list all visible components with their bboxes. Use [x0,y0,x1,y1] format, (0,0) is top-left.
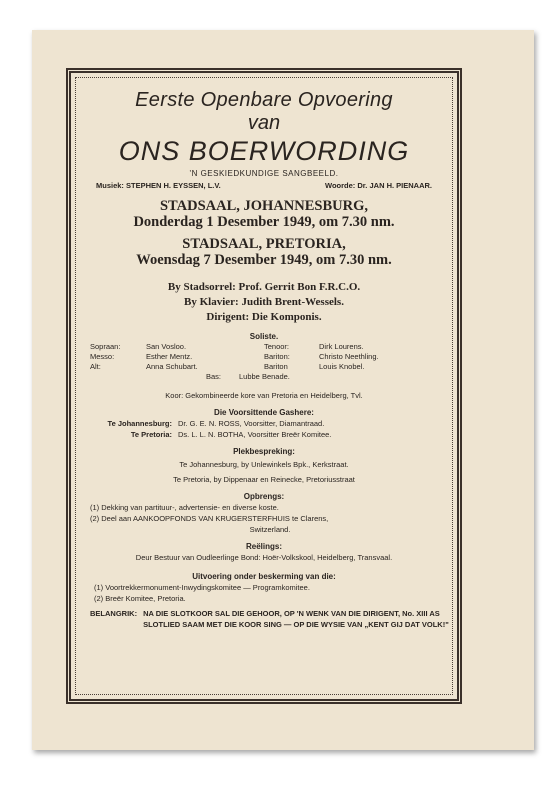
staff-block [78,280,450,325]
patronage-heading: Uitvoering onder beskerming van die: [192,572,336,581]
hosts-heading: Die Voorsittende Gashere: [214,408,314,417]
important-note [78,608,450,630]
baritone1-label: Bariton: [264,352,290,361]
arrangements-text: Deur Bestuur van Oudleerlinge Bond: Hoër-Volkskool, Heidelberg, Transvaal. [135,553,393,562]
tenor-label: Tenoor: [264,342,290,351]
important-label: BELANGRIK: [90,609,138,618]
patronage-list [78,582,450,604]
credits [78,180,450,192]
soloists-heading: Soliste. [249,332,279,341]
title-line-2: van [247,112,281,134]
date: Woensdag 7 Desember 1949, om 7.30 nm. [136,252,392,268]
host-label: Te Pretoria: [130,430,172,439]
venue: STADSAAL, JOHANNESBURG, [159,198,368,214]
words-credit: Woorde: Dr. JAN H. PIENAAR. [325,181,432,190]
host-name: Dr. G. E. N. ROSS, Voorsitter, Diamantraad. [178,419,325,428]
baritone1-name: Christo Neethling. [319,352,379,361]
important-text: NA DIE SLOTKOOR SAL DIE GEHOOR, OP 'N WENK VAN DIE DIRIGENT, No. XIII AS SLOTLIED SAAM MET DIE KOOR SING — OP DIE WYSIE VAN „KENT GIJ DAT VOLK!" [143,609,449,629]
subtitle: 'N GESKIEDKUNDIGE SANGBEELD. [189,169,339,178]
host-johannesburg [78,418,450,429]
program-content [78,84,450,630]
baritone2-name: Louis Knobel. [319,362,365,371]
alto-name: Anna Schubart. [146,362,198,371]
arrangements-heading: Reëlings: [245,542,282,551]
performance-johannesburg [78,198,450,230]
proceeds-item-cont: Switzerland. [249,525,291,534]
soloists-grid [78,342,450,386]
soprano-label: Sopraan: [90,342,121,351]
choir: Koor: Gekombineerde kore van Pretoria en Heidelberg, Tvl. [165,391,363,400]
mezzo-name: Esther Mentz. [146,352,193,361]
booking-pretoria: Te Pretoria, by Dippenaar en Reinecke, Pretoriusstraat [173,475,355,484]
pianist: By Klavier: Judith Brent-Wessels. [184,296,344,308]
conductor: Dirigent: Die Komponis. [206,311,322,323]
soprano-name: San Vosloo. [146,342,187,351]
music-credit: Musiek: STEPHEN H. EYSSEN, L.V. [96,181,221,190]
proceeds-list [78,502,450,535]
mezzo-label: Messo: [90,352,115,361]
bass-name: Lubbe Benade. [239,372,290,381]
venue: STADSAAL, PRETORIA, [182,236,346,252]
booking-johannesburg: Te Johannesburg, by Unlewinkels Bpk., Kerkstraat. [179,460,349,469]
bass-label: Bas: [206,372,222,381]
alto-label: Alt: [90,362,101,371]
booking-heading: Plekbespreking: [233,447,295,456]
patronage-item: (2) Breër Komitee, Pretoria. [94,594,186,603]
tenor-name: Dirk Lourens. [319,342,364,351]
patronage-item: (1) Voortrekkermonument-Inwydingskomitee — Programkomitee. [94,583,310,592]
proceeds-item: (2) Deel aan AANKOOPFONDS VAN KRUGERSTERFHUIS te Clarens, [90,514,329,523]
title-line-1: Eerste Openbare Opvoering [135,89,393,111]
host-pretoria [78,429,450,440]
proceeds-item: (1) Dekking van partituur-, advertensie- en diverse koste. [90,503,279,512]
date: Donderdag 1 Desember 1949, om 7.30 nm. [133,214,395,230]
work-title: ONS BOERWORDING [118,136,410,166]
proceeds-heading: Opbrengs: [243,492,285,501]
baritone2-label: Bariton [264,362,288,371]
organist: By Stadsorrel: Prof. Gerrit Bon F.R.C.O. [167,281,361,293]
host-label: Te Johannesburg: [107,419,172,428]
performance-pretoria [78,236,450,268]
host-name: Ds. L. L. N. BOTHA, Voorsitter Breër Komitee. [178,430,332,439]
